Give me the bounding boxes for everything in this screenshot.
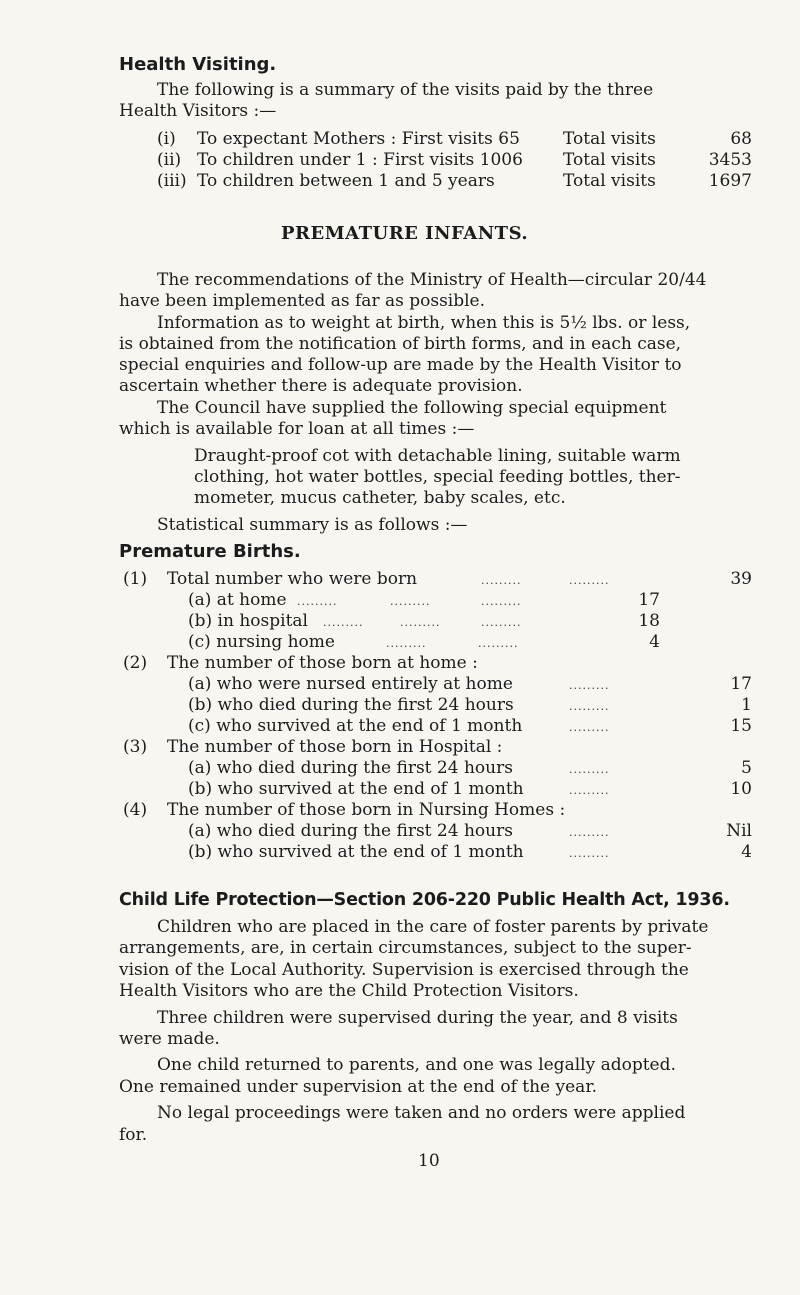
births-item-value: 18 <box>638 611 660 631</box>
dot-leader: ......... <box>323 616 364 629</box>
dot-leader: ......... <box>569 784 610 797</box>
child-life-heading: Child Life Protection—Section 206-220 Public Health Act, 1936. <box>119 890 730 910</box>
births-item-text: Total number who were born <box>167 569 418 589</box>
births-item-text: (c) who survived at the end of 1 month <box>188 716 523 736</box>
paragraph-line: Draught-proof cot with detachable lining, suitable warm <box>194 446 681 466</box>
visits-row-num: (i) <box>157 129 176 149</box>
dot-leader: ......... <box>569 826 610 839</box>
intro-line-2: Health Visitors :— <box>119 101 277 121</box>
paragraph-line: which is available for loan at all times :— <box>119 419 475 439</box>
births-item-num: (2) <box>123 653 148 673</box>
births-item-value: 39 <box>730 569 752 589</box>
visits-row-total: 1697 <box>708 171 752 191</box>
dot-leader: ......... <box>400 616 441 629</box>
dot-leader: ......... <box>569 763 610 776</box>
births-item-text: (a) who died during the first 24 hours <box>188 821 513 841</box>
paragraph-line: The recommendations of the Ministry of Health—circular 20/44 <box>157 270 707 290</box>
dot-leader: ......... <box>569 700 610 713</box>
paragraph-line: Children who are placed in the care of foster parents by private <box>157 917 709 937</box>
paragraph-line: No legal proceedings were taken and no orders were applied <box>157 1103 686 1123</box>
births-item-num: (3) <box>123 737 148 757</box>
births-item-text: The number of those born in Hospital : <box>167 737 503 757</box>
paragraph-line: for. <box>119 1125 148 1145</box>
births-item-text: (a) who died during the first 24 hours <box>188 758 513 778</box>
dot-leader: ......... <box>569 574 610 587</box>
dot-leader: ......... <box>390 595 431 608</box>
visits-row-total: 3453 <box>708 150 752 170</box>
health-visiting-heading: Health Visiting. <box>119 54 277 75</box>
births-item-num: (4) <box>123 800 148 820</box>
visits-row-total-label: Total visits <box>563 129 656 149</box>
paragraph-line: ascertain whether there is adequate provision. <box>119 376 523 396</box>
visits-row-total-label: Total visits <box>563 150 656 170</box>
births-item-value: 5 <box>741 758 752 778</box>
births-item-text: (b) in hospital <box>188 611 308 631</box>
paragraph-line: Health Visitors who are the Child Protection Visitors. <box>119 981 579 1001</box>
dot-leader: ......... <box>569 679 610 692</box>
intro-line-1: The following is a summary of the visits paid by the three <box>157 80 654 100</box>
paragraph-line: arrangements, are, in certain circumstances, subject to the super- <box>119 938 692 958</box>
paragraph-line: The Council have supplied the following special equipment <box>157 398 667 418</box>
visits-row-total-label: Total visits <box>563 171 656 191</box>
paragraph-line: vision of the Local Authority. Supervision is exercised through the <box>119 960 689 980</box>
premature-births-heading: Premature Births. <box>119 541 301 562</box>
dot-leader: ......... <box>386 637 427 650</box>
births-item-value: Nil <box>726 821 752 841</box>
dot-leader: ......... <box>481 574 522 587</box>
visits-row-text: To children under 1 : First visits 1006 <box>197 150 523 170</box>
dot-leader: ......... <box>481 616 522 629</box>
visits-row-num: (ii) <box>157 150 182 170</box>
dot-leader: ......... <box>297 595 338 608</box>
paragraph-line: One remained under supervision at the end of the year. <box>119 1077 597 1097</box>
births-item-text: The number of those born in Nursing Homes : <box>167 800 566 820</box>
births-item-num: (1) <box>123 569 148 589</box>
paragraph-line: Information as to weight at birth, when this is 5½ lbs. or less, <box>157 313 691 333</box>
page-number: 10 <box>418 1151 440 1171</box>
births-item-text: (a) at home <box>188 590 287 610</box>
premature-infants-heading: PREMATURE INFANTS. <box>281 223 529 244</box>
visits-row-text: To children between 1 and 5 years <box>197 171 495 191</box>
births-item-text: (c) nursing home <box>188 632 335 652</box>
visits-row-total: 68 <box>730 129 752 149</box>
births-item-value: 4 <box>649 632 660 652</box>
dot-leader: ......... <box>569 847 610 860</box>
births-item-value: 17 <box>730 674 752 694</box>
births-item-text: (b) who survived at the end of 1 month <box>188 779 524 799</box>
births-item-text: The number of those born at home : <box>167 653 478 673</box>
paragraph-line: Three children were supervised during the year, and 8 visits <box>157 1008 678 1028</box>
births-item-value: 4 <box>741 842 752 862</box>
dot-leader: ......... <box>569 721 610 734</box>
paragraph-line: clothing, hot water bottles, special feeding bottles, ther- <box>194 467 681 487</box>
paragraph-line: were made. <box>119 1029 220 1049</box>
paragraph-line: One child returned to parents, and one was legally adopted. <box>157 1055 676 1075</box>
paragraph-line: is obtained from the notification of birth forms, and in each case, <box>119 334 682 354</box>
paragraph-line: special enquiries and follow-up are made by the Health Visitor to <box>119 355 682 375</box>
visits-row-num: (iii) <box>157 171 187 191</box>
dot-leader: ......... <box>481 595 522 608</box>
births-item-text: (b) who died during the first 24 hours <box>188 695 514 715</box>
births-item-value: 10 <box>730 779 752 799</box>
dot-leader: ......... <box>478 637 519 650</box>
births-item-text: (a) who were nursed entirely at home <box>188 674 513 694</box>
paragraph-line: Statistical summary is as follows :— <box>157 515 468 535</box>
paragraph-line: have been implemented as far as possible. <box>119 291 486 311</box>
births-item-value: 15 <box>730 716 752 736</box>
paragraph-line: mometer, mucus catheter, baby scales, etc. <box>194 488 566 508</box>
births-item-value: 1 <box>741 695 752 715</box>
births-item-value: 17 <box>638 590 660 610</box>
visits-row-text: To expectant Mothers : First visits 65 <box>197 129 520 149</box>
births-item-text: (b) who survived at the end of 1 month <box>188 842 524 862</box>
